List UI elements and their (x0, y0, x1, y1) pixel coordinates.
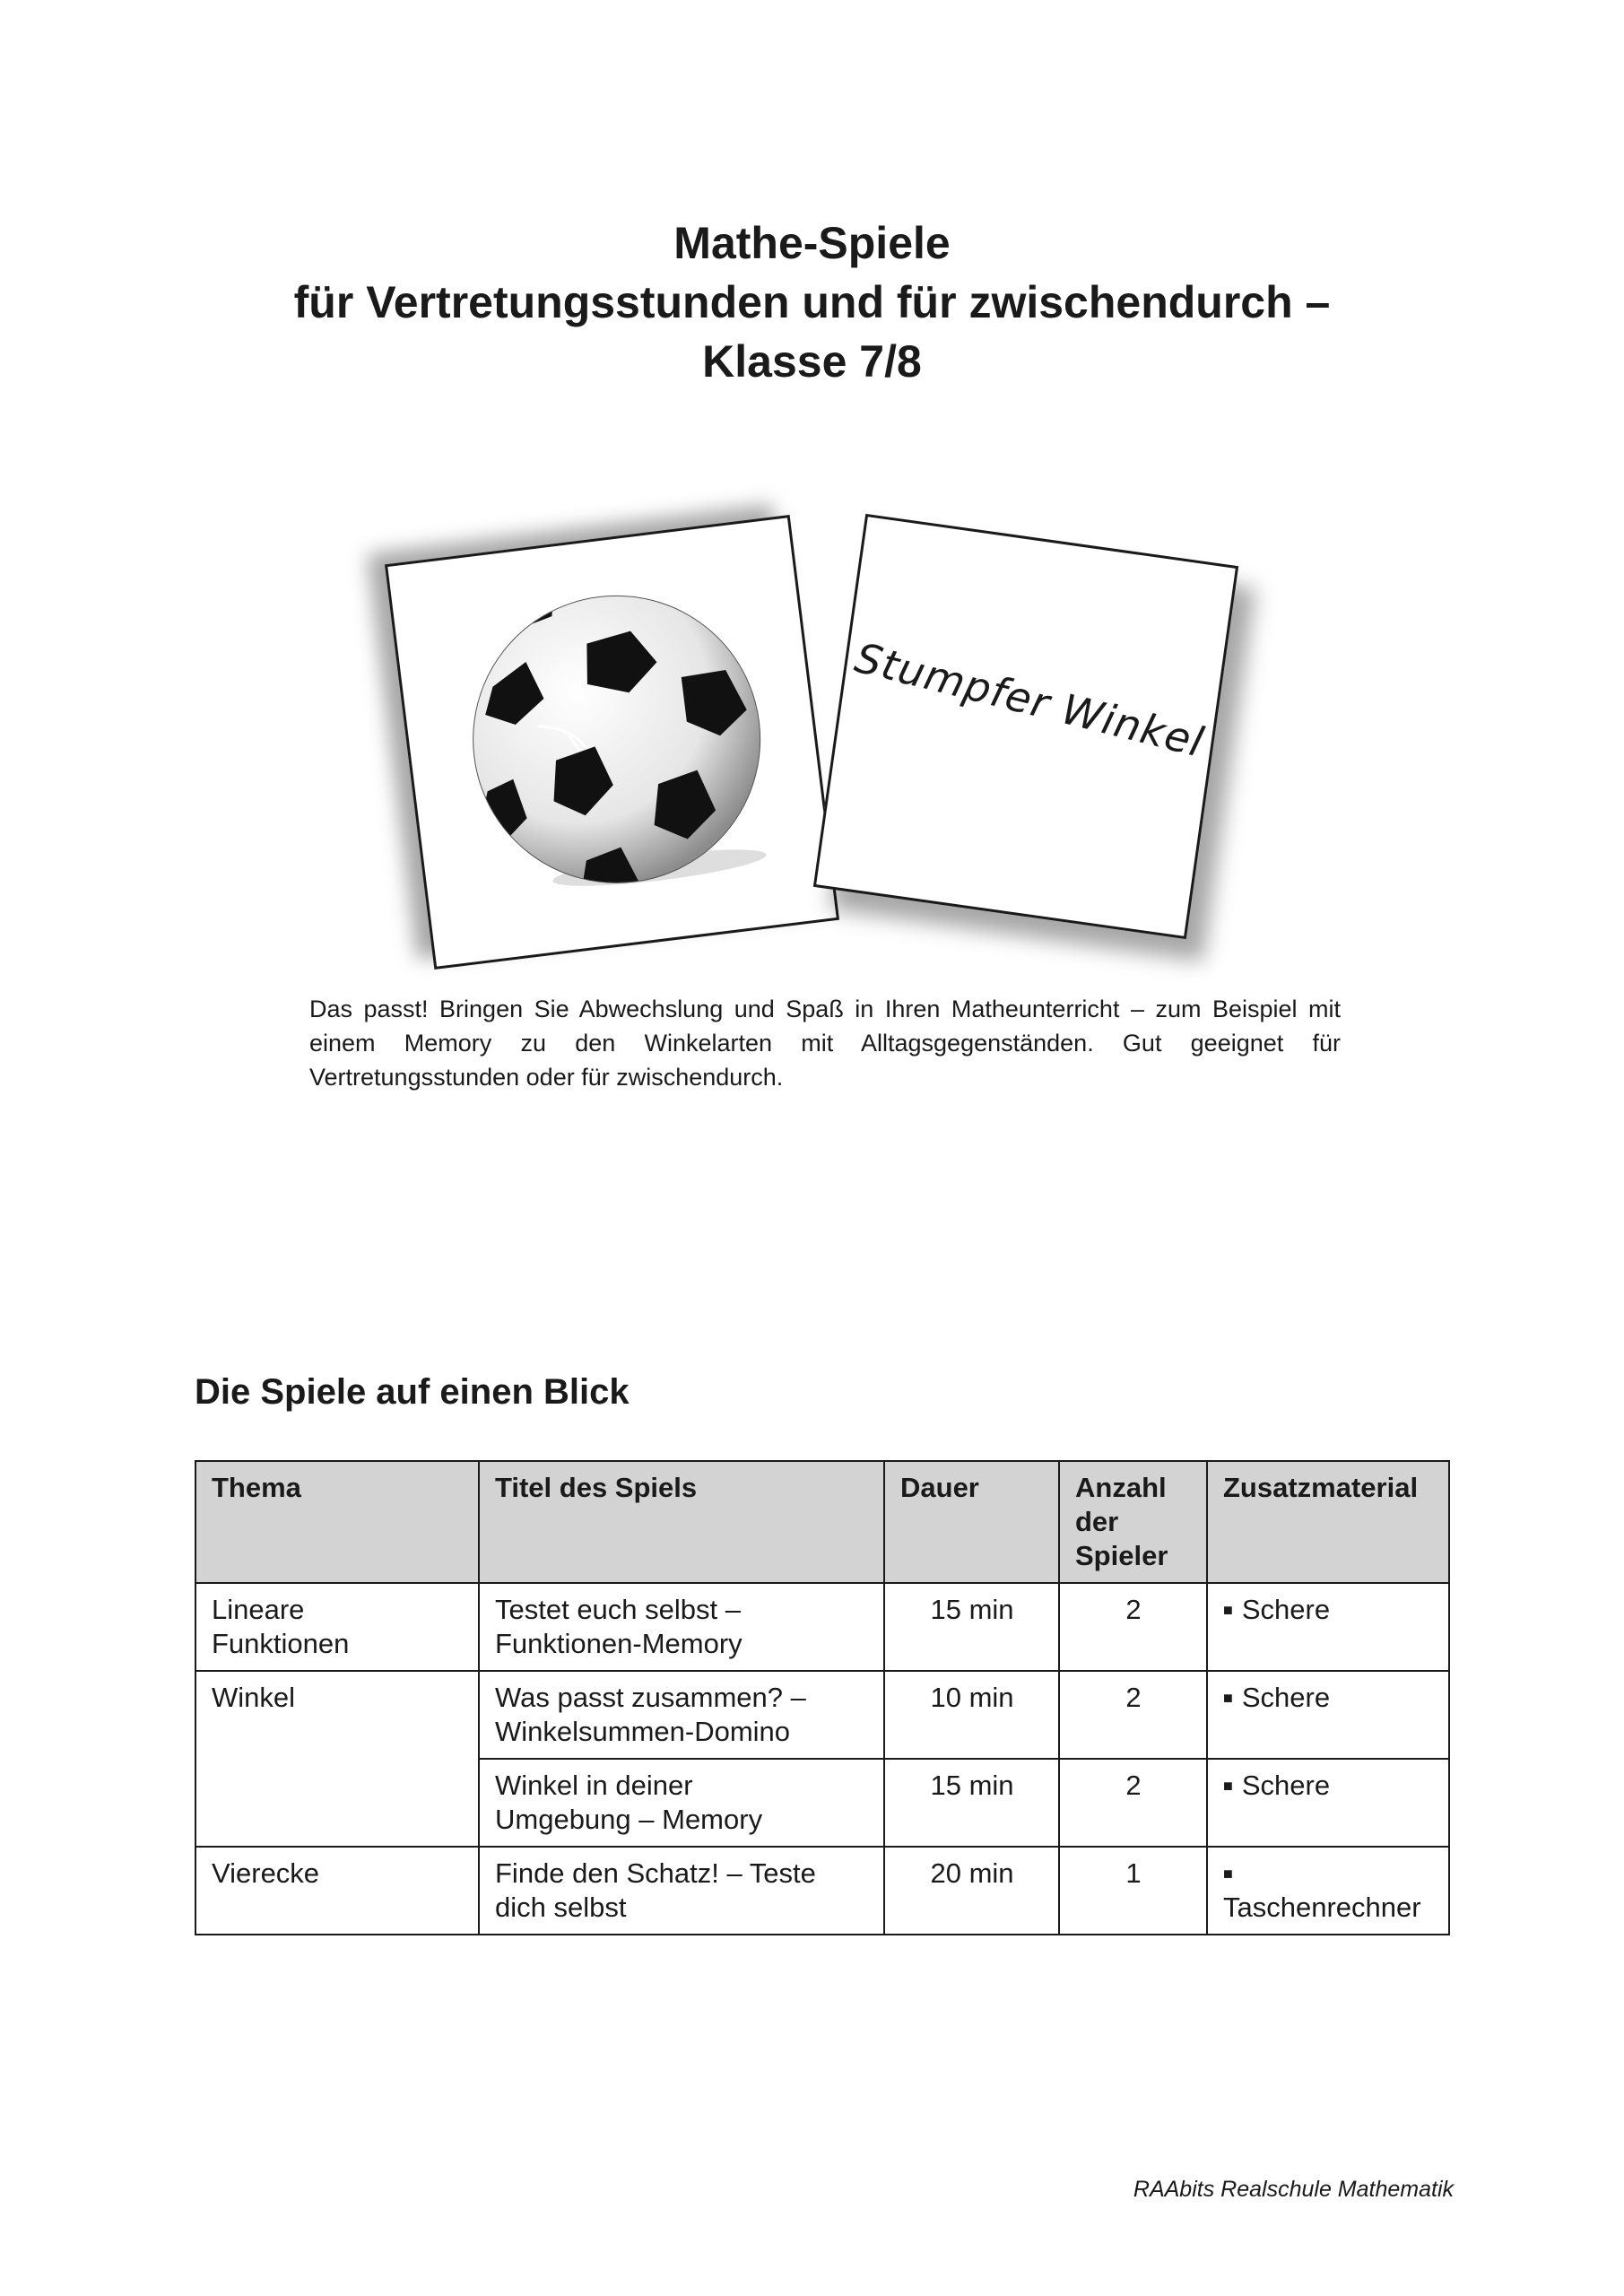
title-line-1: Mathe-Spiele (673, 218, 951, 268)
cell-thema: Winkel (195, 1671, 479, 1759)
cell-titel: Testet euch selbst – Funktionen-Memory (479, 1583, 884, 1671)
footer-publication: RAAbits Realschule Mathematik (1133, 2177, 1454, 2202)
cell-material: ■ Schere (1207, 1671, 1449, 1759)
title-line-3: Klasse 7/8 (702, 336, 922, 387)
header-titel: Titel des Spiels (479, 1461, 884, 1583)
cell-material: ■Taschenrechner (1207, 1847, 1449, 1935)
football-image (447, 570, 786, 909)
cell-spieler: 1 (1059, 1847, 1207, 1935)
table-row (195, 1583, 1449, 1671)
cell-titel: Finde den Schatz! – Teste dich selbst (479, 1847, 884, 1935)
cell-spieler: 2 (1059, 1583, 1207, 1671)
bullet-icon: ■ (1223, 1777, 1233, 1795)
cell-thema: Vierecke (195, 1847, 479, 1935)
memory-card-text (813, 514, 1238, 939)
table-header-row (195, 1461, 1449, 1583)
cell-material: ■ Schere (1207, 1583, 1449, 1671)
cell-titel: Winkel in deiner Umgebung – Memory (479, 1759, 884, 1847)
cell-thema: Lineare Funktionen (195, 1583, 479, 1671)
header-zusatzmaterial: Zusatzmaterial (1207, 1461, 1449, 1583)
cell-dauer: 15 min (884, 1759, 1059, 1847)
bullet-icon: ■ (1223, 1865, 1233, 1883)
card-label: Stumpfer Winkel (850, 632, 1210, 767)
table-row (195, 1759, 1449, 1847)
header-dauer: Dauer (884, 1461, 1059, 1583)
cell-dauer: 20 min (884, 1847, 1059, 1935)
cell-dauer: 15 min (884, 1583, 1059, 1671)
header-anzahl: Anzahl der Spieler (1059, 1461, 1207, 1583)
cell-dauer: 10 min (884, 1671, 1059, 1759)
table-row (195, 1671, 1449, 1759)
bullet-icon: ■ (1223, 1689, 1233, 1707)
cell-titel: Was passt zusammen? – Winkelsummen-Domino (479, 1671, 884, 1759)
games-table (195, 1460, 1450, 1935)
cell-material: ■ Schere (1207, 1759, 1449, 1847)
section-heading: Die Spiele auf einen Blick (195, 1372, 630, 1412)
header-thema: Thema (195, 1461, 479, 1583)
intro-paragraph: Das passt! Bringen Sie Abwechslung und Spaß in Ihren Matheunterricht – zum Beispiel mit einem Memory zu den Winkelarten mit Alltagsgegenständen. Gut geeignet für Vertretungsstunden oder für zwischendurch. (309, 996, 1341, 1091)
bullet-icon: ■ (1223, 1601, 1233, 1619)
table-row (195, 1847, 1449, 1935)
cell-thema (195, 1759, 479, 1847)
cell-spieler: 2 (1059, 1671, 1207, 1759)
cell-spieler: 2 (1059, 1759, 1207, 1847)
title-line-2: für Vertretungsstunden und für zwischendurch – (293, 277, 1331, 327)
memory-cards-illustration (0, 0, 1624, 1031)
memory-card-football (385, 515, 839, 970)
